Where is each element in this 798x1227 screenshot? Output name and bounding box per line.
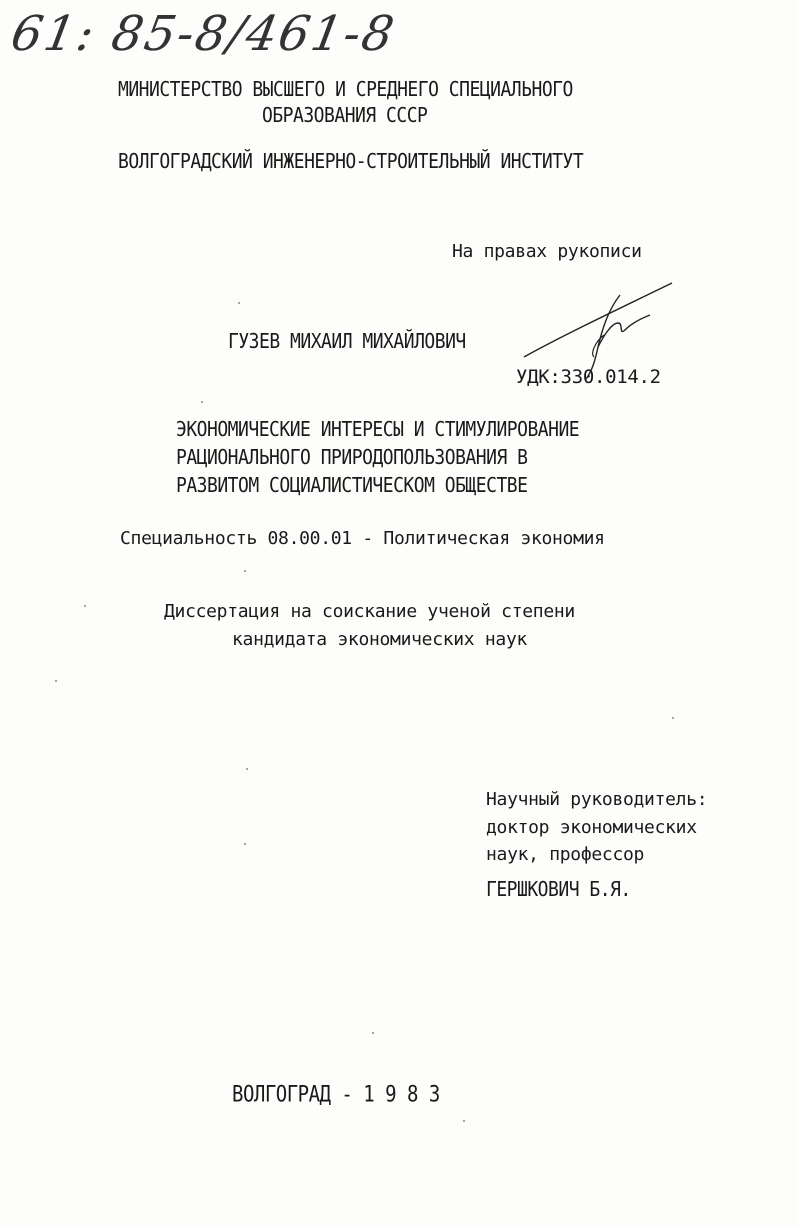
title-line-3: РАЗВИТОМ СОЦИАЛИСТИЧЕСКОМ ОБЩЕСТВЕ: [176, 473, 528, 498]
scan-speck: [55, 680, 57, 682]
dissertation-line-2: кандидата экономических наук: [232, 629, 528, 650]
scan-speck: [372, 1032, 374, 1034]
city-year: ВОЛГОГРАД - 1 9 8 3: [232, 1081, 440, 1107]
scan-speck: [238, 302, 240, 304]
scan-speck: [244, 570, 246, 572]
scan-speck: [246, 768, 248, 770]
udk-code: УДК:330.014.2: [516, 366, 661, 388]
scan-speck: [84, 605, 86, 607]
author-name: ГУЗЕВ МИХАИЛ МИХАЙЛОВИЧ: [228, 329, 466, 354]
manuscript-rights: На правах рукописи: [452, 241, 642, 262]
title-line-1: ЭКОНОМИЧЕСКИЕ ИНТЕРЕСЫ И СТИМУЛИРОВАНИЕ: [176, 417, 580, 442]
supervisor-name: ГЕРШКОВИЧ Б.Я.: [486, 877, 631, 902]
scan-speck: [463, 1120, 465, 1122]
archive-number-handwritten: 61: 85-8/461-8: [7, 6, 400, 62]
dissertation-line-1: Диссертация на соискание ученой степени: [164, 601, 575, 622]
title-line-2: РАЦИОНАЛЬНОГО ПРИРОДОПОЛЬЗОВАНИЯ В: [176, 445, 528, 470]
institute-name: ВОЛГОГРАДСКИЙ ИНЖЕНЕРНО-СТРОИТЕЛЬНЫЙ ИНСТИТУТ: [118, 149, 584, 174]
ministry-line-2: ОБРАЗОВАНИЯ СССР: [262, 103, 428, 128]
scan-speck: [201, 401, 203, 403]
scan-speck: [672, 717, 674, 719]
supervisor-line-3: наук, профессор: [486, 844, 645, 865]
specialty: Специальность 08.00.01 - Политическая экономия: [120, 528, 605, 549]
ministry-line-1: МИНИСТЕРСТВО ВЫСШЕГО И СРЕДНЕГО СПЕЦИАЛЬНОГО: [118, 77, 573, 102]
supervisor-line-1: Научный руководитель:: [486, 789, 708, 810]
scan-speck: [244, 843, 246, 845]
supervisor-line-2: доктор экономических: [486, 817, 697, 838]
